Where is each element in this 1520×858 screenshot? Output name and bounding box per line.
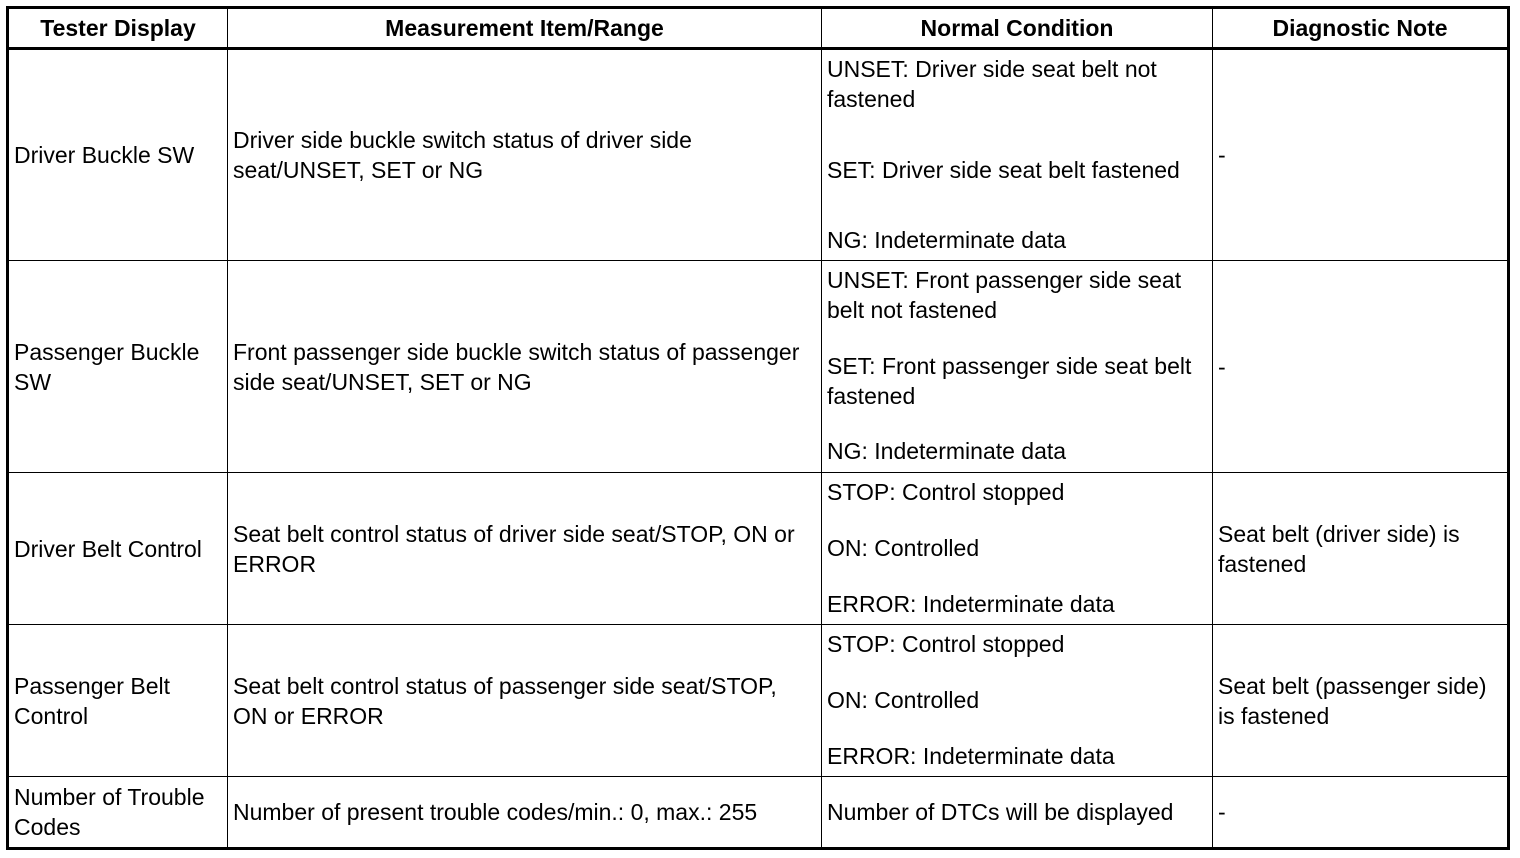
condition-line: UNSET: Driver side seat belt not fastened (827, 56, 1157, 112)
condition-line: SET: Front passenger side seat belt fastened (827, 352, 1192, 409)
tester-display-cell: Driver Buckle SW (8, 49, 228, 261)
condition-line: NG: Indeterminate data (827, 227, 1067, 253)
header-diagnostic-note: Diagnostic Note (1213, 8, 1509, 49)
diagnostic-note-cell: Seat belt (passenger side) is fastened (1213, 625, 1509, 777)
condition-line: STOP: Control stopped (827, 631, 1065, 657)
table-row (8, 261, 1509, 473)
tester-display-cell: Driver Belt Control (8, 473, 228, 625)
measurement-cell: Number of present trouble codes/min.: 0, max.: 255 (228, 777, 822, 849)
measurement-cell: Seat belt control status of passenger side seat/STOP, ON or ERROR (228, 625, 822, 777)
condition-line: ON: Controlled (827, 687, 980, 713)
condition-line: ERROR: Indeterminate data (827, 743, 1115, 769)
tester-display-cell: Number of Trouble Codes (8, 777, 228, 849)
normal-condition-cell (822, 261, 1213, 473)
normal-condition-cell (822, 473, 1213, 625)
measurement-cell: Driver side buckle switch status of driver side seat/UNSET, SET or NG (228, 49, 822, 261)
header-row (8, 8, 1509, 49)
diagnostic-note-cell: - (1213, 777, 1509, 849)
tester-display-cell: Passenger Belt Control (8, 625, 228, 777)
diagnostic-note-cell: Seat belt (driver side) is fastened (1213, 473, 1509, 625)
condition-line: Number of DTCs will be displayed (827, 799, 1174, 825)
header-normal-condition: Normal Condition (822, 8, 1213, 49)
diagnostic-note-cell: - (1213, 261, 1509, 473)
normal-condition-cell (822, 49, 1213, 261)
table-row (8, 625, 1509, 777)
tester-display-cell: Passenger Buckle SW (8, 261, 228, 473)
normal-condition-cell (822, 777, 1213, 849)
table-row (8, 49, 1509, 261)
condition-line: NG: Indeterminate data (827, 438, 1067, 464)
condition-line: SET: Driver side seat belt fastened (827, 156, 1180, 183)
condition-line: UNSET: Front passenger side seat belt not fastened (827, 267, 1182, 323)
condition-line: ERROR: Indeterminate data (827, 591, 1115, 617)
condition-line: STOP: Control stopped (827, 479, 1065, 505)
normal-condition-cell (822, 625, 1213, 777)
condition-line: ON: Controlled (827, 535, 980, 561)
header-measurement-item: Measurement Item/Range (228, 8, 822, 49)
measurement-cell: Front passenger side buckle switch status of passenger side seat/UNSET, SET or NG (228, 261, 822, 473)
data-table (6, 6, 1510, 850)
measurement-cell: Seat belt control status of driver side seat/STOP, ON or ERROR (228, 473, 822, 625)
table-row (8, 777, 1509, 849)
table-row (8, 473, 1509, 625)
header-tester-display: Tester Display (8, 8, 228, 49)
diagnostic-note-cell: - (1213, 49, 1509, 261)
